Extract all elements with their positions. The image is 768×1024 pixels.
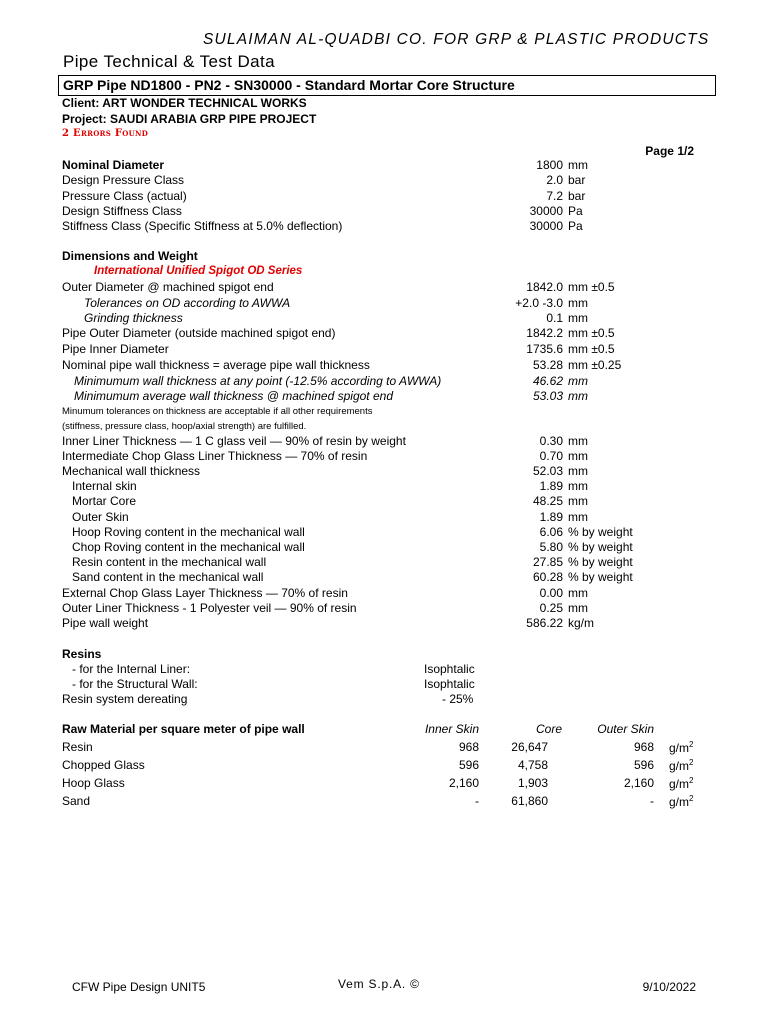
row-unit: Pa (568, 204, 583, 218)
row-label: Resin (62, 740, 93, 754)
row-label: Mechanical wall thickness (62, 464, 201, 478)
row-value: 30000 (529, 219, 563, 233)
client-line: Client: ART WONDER TECHNICAL WORKS (62, 96, 307, 110)
cell-outer-skin: - (650, 794, 654, 808)
row-design-pressure (0, 173, 768, 188)
row-label: Pressure Class (actual) (62, 189, 187, 203)
row-unit: mm (568, 389, 588, 403)
row-nominal-diameter (0, 158, 768, 173)
cell-core: 26,647 (511, 740, 548, 754)
row-unit: mm ±0.25 (568, 358, 622, 372)
row-value: 48.25 (532, 494, 563, 508)
row-unit: bar (568, 173, 586, 187)
footer-date: 9/10/2022 (642, 980, 696, 994)
row-unit: mm (568, 464, 588, 478)
raw-material-heading: Raw Material per square meter of pipe wall (62, 722, 305, 736)
cell-inner-skin: 2,160 (448, 776, 479, 790)
page-number: Page 1/2 (645, 144, 694, 158)
row-nominal-wall-thickness (0, 358, 768, 373)
row-label: - for the Internal Liner: (72, 662, 191, 676)
cell-unit: $g/m^2$ (669, 794, 694, 809)
row-min-average-wall-thickness (0, 389, 768, 404)
series-subheading: International Unified Spigot OD Series (94, 265, 303, 277)
row-value: 53.28 (532, 358, 563, 372)
row-resin-dereating (0, 692, 768, 707)
raw-row-chopped-glass (0, 758, 768, 773)
row-label: Pipe Inner Diameter (62, 342, 169, 356)
column-header-outer-skin: Outer Skin (597, 722, 654, 736)
row-label: Minimumum wall thickness at any point (-12.5% according to AWWA) (74, 374, 442, 388)
row-value: 0.25 (539, 601, 563, 615)
company-name: SULAIMAN AL-QUADBI CO. FOR GRP & PLASTIC PRODUCTS (203, 31, 710, 48)
row-label: Nominal Diameter (62, 158, 165, 172)
row-unit: % by weight (568, 540, 633, 554)
row-chop-roving-content (0, 540, 768, 555)
row-value: 1735.6 (526, 342, 563, 356)
errors-found-notice: 2 Errors Found (62, 128, 149, 139)
row-unit: mm ±0.5 (568, 326, 615, 340)
row-value: 7.2 (546, 189, 563, 203)
row-unit: mm (568, 494, 588, 508)
raw-row-resin (0, 740, 768, 755)
row-value: 30000 (529, 204, 563, 218)
cell-inner-skin: 968 (458, 740, 479, 754)
row-unit: % by weight (568, 555, 633, 569)
row-resin-internal-liner (0, 662, 768, 677)
row-label: Outer Diameter @ machined spigot end (62, 280, 274, 294)
row-value: 1.89 (539, 510, 563, 524)
row-external-chop-glass (0, 586, 768, 601)
row-resin-content (0, 555, 768, 570)
row-value: 46.62 (532, 374, 563, 388)
cell-core: 4,758 (517, 758, 548, 772)
raw-row-hoop-glass (0, 776, 768, 791)
row-value: 6.06 (539, 525, 563, 539)
row-value: Isophtalic (424, 662, 475, 676)
row-mortar-core (0, 494, 768, 509)
row-sand-content (0, 570, 768, 585)
row-stiffness-class (0, 219, 768, 234)
row-label: Design Pressure Class (62, 173, 185, 187)
row-value: 1.89 (539, 479, 563, 493)
row-value: 0.00 (539, 586, 563, 600)
row-unit: bar (568, 189, 586, 203)
row-outer-skin (0, 510, 768, 525)
row-value: +2.0 -3.0 (515, 296, 563, 310)
row-value: 1842.2 (526, 326, 563, 340)
row-label: Tolerances on OD according to AWWA (84, 296, 291, 310)
row-unit: mm (568, 311, 588, 325)
row-hoop-roving-content (0, 525, 768, 540)
column-header-inner-skin: Inner Skin (424, 722, 479, 736)
cell-outer-skin: 968 (633, 740, 654, 754)
row-label: Inner Liner Thickness — 1 C glass veil — 90% of resin by weight (62, 434, 406, 448)
row-unit: mm (568, 510, 588, 524)
row-label: Stiffness Class (Specific Stiffness at 5.0% deflection) (62, 219, 343, 233)
row-value: 0.1 (546, 311, 563, 325)
row-label: Pipe Outer Diameter (outside machined spigot end) (62, 326, 336, 340)
row-label: Intermediate Chop Glass Liner Thickness — 70% of resin (62, 449, 368, 463)
row-value: 586.22 (526, 616, 563, 630)
row-label: Design Stiffness Class (62, 204, 182, 218)
cell-unit: $g/m^2$ (669, 740, 694, 755)
row-value: 2.0 (546, 173, 563, 187)
row-value: 5.80 (539, 540, 563, 554)
row-unit: mm (568, 586, 588, 600)
row-internal-skin (0, 479, 768, 494)
row-label: Chopped Glass (62, 758, 145, 772)
row-grinding-thickness (0, 311, 768, 326)
row-label: Resin system dereating (62, 692, 188, 706)
row-label: Grinding thickness (84, 311, 183, 325)
row-value: 60.28 (532, 570, 563, 584)
project-line: Project: SAUDI ARABIA GRP PIPE PROJECT (62, 112, 317, 126)
row-unit: Pa (568, 219, 583, 233)
row-unit: mm (568, 158, 588, 172)
tolerance-note-line-1: Minumum tolerances on thickness are acceptable if all other requirements (62, 406, 373, 417)
row-value: 0.30 (539, 434, 563, 448)
cell-core: 61,860 (511, 794, 548, 808)
cell-outer-skin: 2,160 (623, 776, 654, 790)
row-value: 53.03 (532, 389, 563, 403)
cell-inner-skin: 596 (458, 758, 479, 772)
row-pipe-inner-diameter (0, 342, 768, 357)
row-outer-diameter-spigot (0, 280, 768, 295)
row-unit: mm (568, 296, 588, 310)
row-mechanical-wall-thickness (0, 464, 768, 479)
row-unit: mm (568, 374, 588, 388)
cell-unit: $g/m^2$ (669, 776, 694, 791)
row-inner-liner-thickness (0, 434, 768, 449)
row-value: 1842.0 (526, 280, 563, 294)
cell-core: 1,903 (517, 776, 548, 790)
row-outer-liner-thickness (0, 601, 768, 616)
row-label: Outer Skin (72, 510, 129, 524)
dimensions-heading: Dimensions and Weight (62, 249, 198, 263)
row-value: 52.03 (532, 464, 563, 478)
row-unit: kg/m (568, 616, 595, 630)
row-label: Chop Roving content in the mechanical wall (72, 540, 305, 554)
row-min-wall-thickness (0, 374, 768, 389)
raw-material-header (0, 722, 768, 737)
footer-copyright: Vem S.p.A. © (338, 977, 420, 991)
row-unit: mm (568, 479, 588, 493)
resins-heading: Resins (62, 647, 102, 661)
row-value: 1800 (536, 158, 563, 172)
row-intermediate-chop-glass (0, 449, 768, 464)
column-header-core: Core (535, 722, 562, 736)
row-unit: mm (568, 601, 588, 615)
row-label: Hoop Roving content in the mechanical wall (72, 525, 305, 539)
row-label: Hoop Glass (62, 776, 125, 790)
row-unit: mm ±0.5 (568, 280, 615, 294)
row-label: Minimumum average wall thickness @ machined spigot end (74, 389, 393, 403)
row-pipe-outer-diameter (0, 326, 768, 341)
raw-row-sand (0, 794, 768, 809)
pipe-spec-title: GRP Pipe ND1800 - PN2 - SN30000 - Standard Mortar Core Structure (63, 77, 515, 93)
row-label: Sand (62, 794, 91, 808)
row-label: - for the Structural Wall: (72, 677, 198, 691)
row-label: Nominal pipe wall thickness = average pipe wall thickness (62, 358, 370, 372)
document-title: Pipe Technical & Test Data (63, 52, 276, 71)
row-unit: mm (568, 449, 588, 463)
row-value: Isophtalic (424, 677, 475, 691)
row-unit: % by weight (568, 570, 633, 584)
row-resin-structural-wall (0, 677, 768, 692)
footer-software: CFW Pipe Design UNIT5 (72, 980, 206, 994)
row-label: Resin content in the mechanical wall (72, 555, 267, 569)
cell-inner-skin: - (475, 794, 479, 808)
row-unit: mm (568, 434, 588, 448)
tolerance-note-line-2: (stiffness, pressure class, hoop/axial strength) are fulfilled. (62, 421, 307, 432)
row-value: - 25% (442, 692, 474, 706)
cell-unit: $g/m^2$ (669, 758, 694, 773)
row-label: Internal skin (72, 479, 137, 493)
row-od-tolerances (0, 296, 768, 311)
row-label: External Chop Glass Layer Thickness — 70% of resin (62, 586, 348, 600)
row-unit: % by weight (568, 525, 633, 539)
row-unit: mm ±0.5 (568, 342, 615, 356)
row-value: 27.85 (532, 555, 563, 569)
pipe-spec-box (58, 75, 716, 96)
row-design-stiffness (0, 204, 768, 219)
row-pressure-actual (0, 189, 768, 204)
row-label: Sand content in the mechanical wall (72, 570, 264, 584)
row-value: 0.70 (539, 449, 563, 463)
row-pipe-wall-weight (0, 616, 768, 631)
row-label: Mortar Core (72, 494, 137, 508)
row-label: Pipe wall weight (62, 616, 149, 630)
row-label: Outer Liner Thickness - 1 Polyester veil — 90% of resin (62, 601, 357, 615)
cell-outer-skin: 596 (633, 758, 654, 772)
